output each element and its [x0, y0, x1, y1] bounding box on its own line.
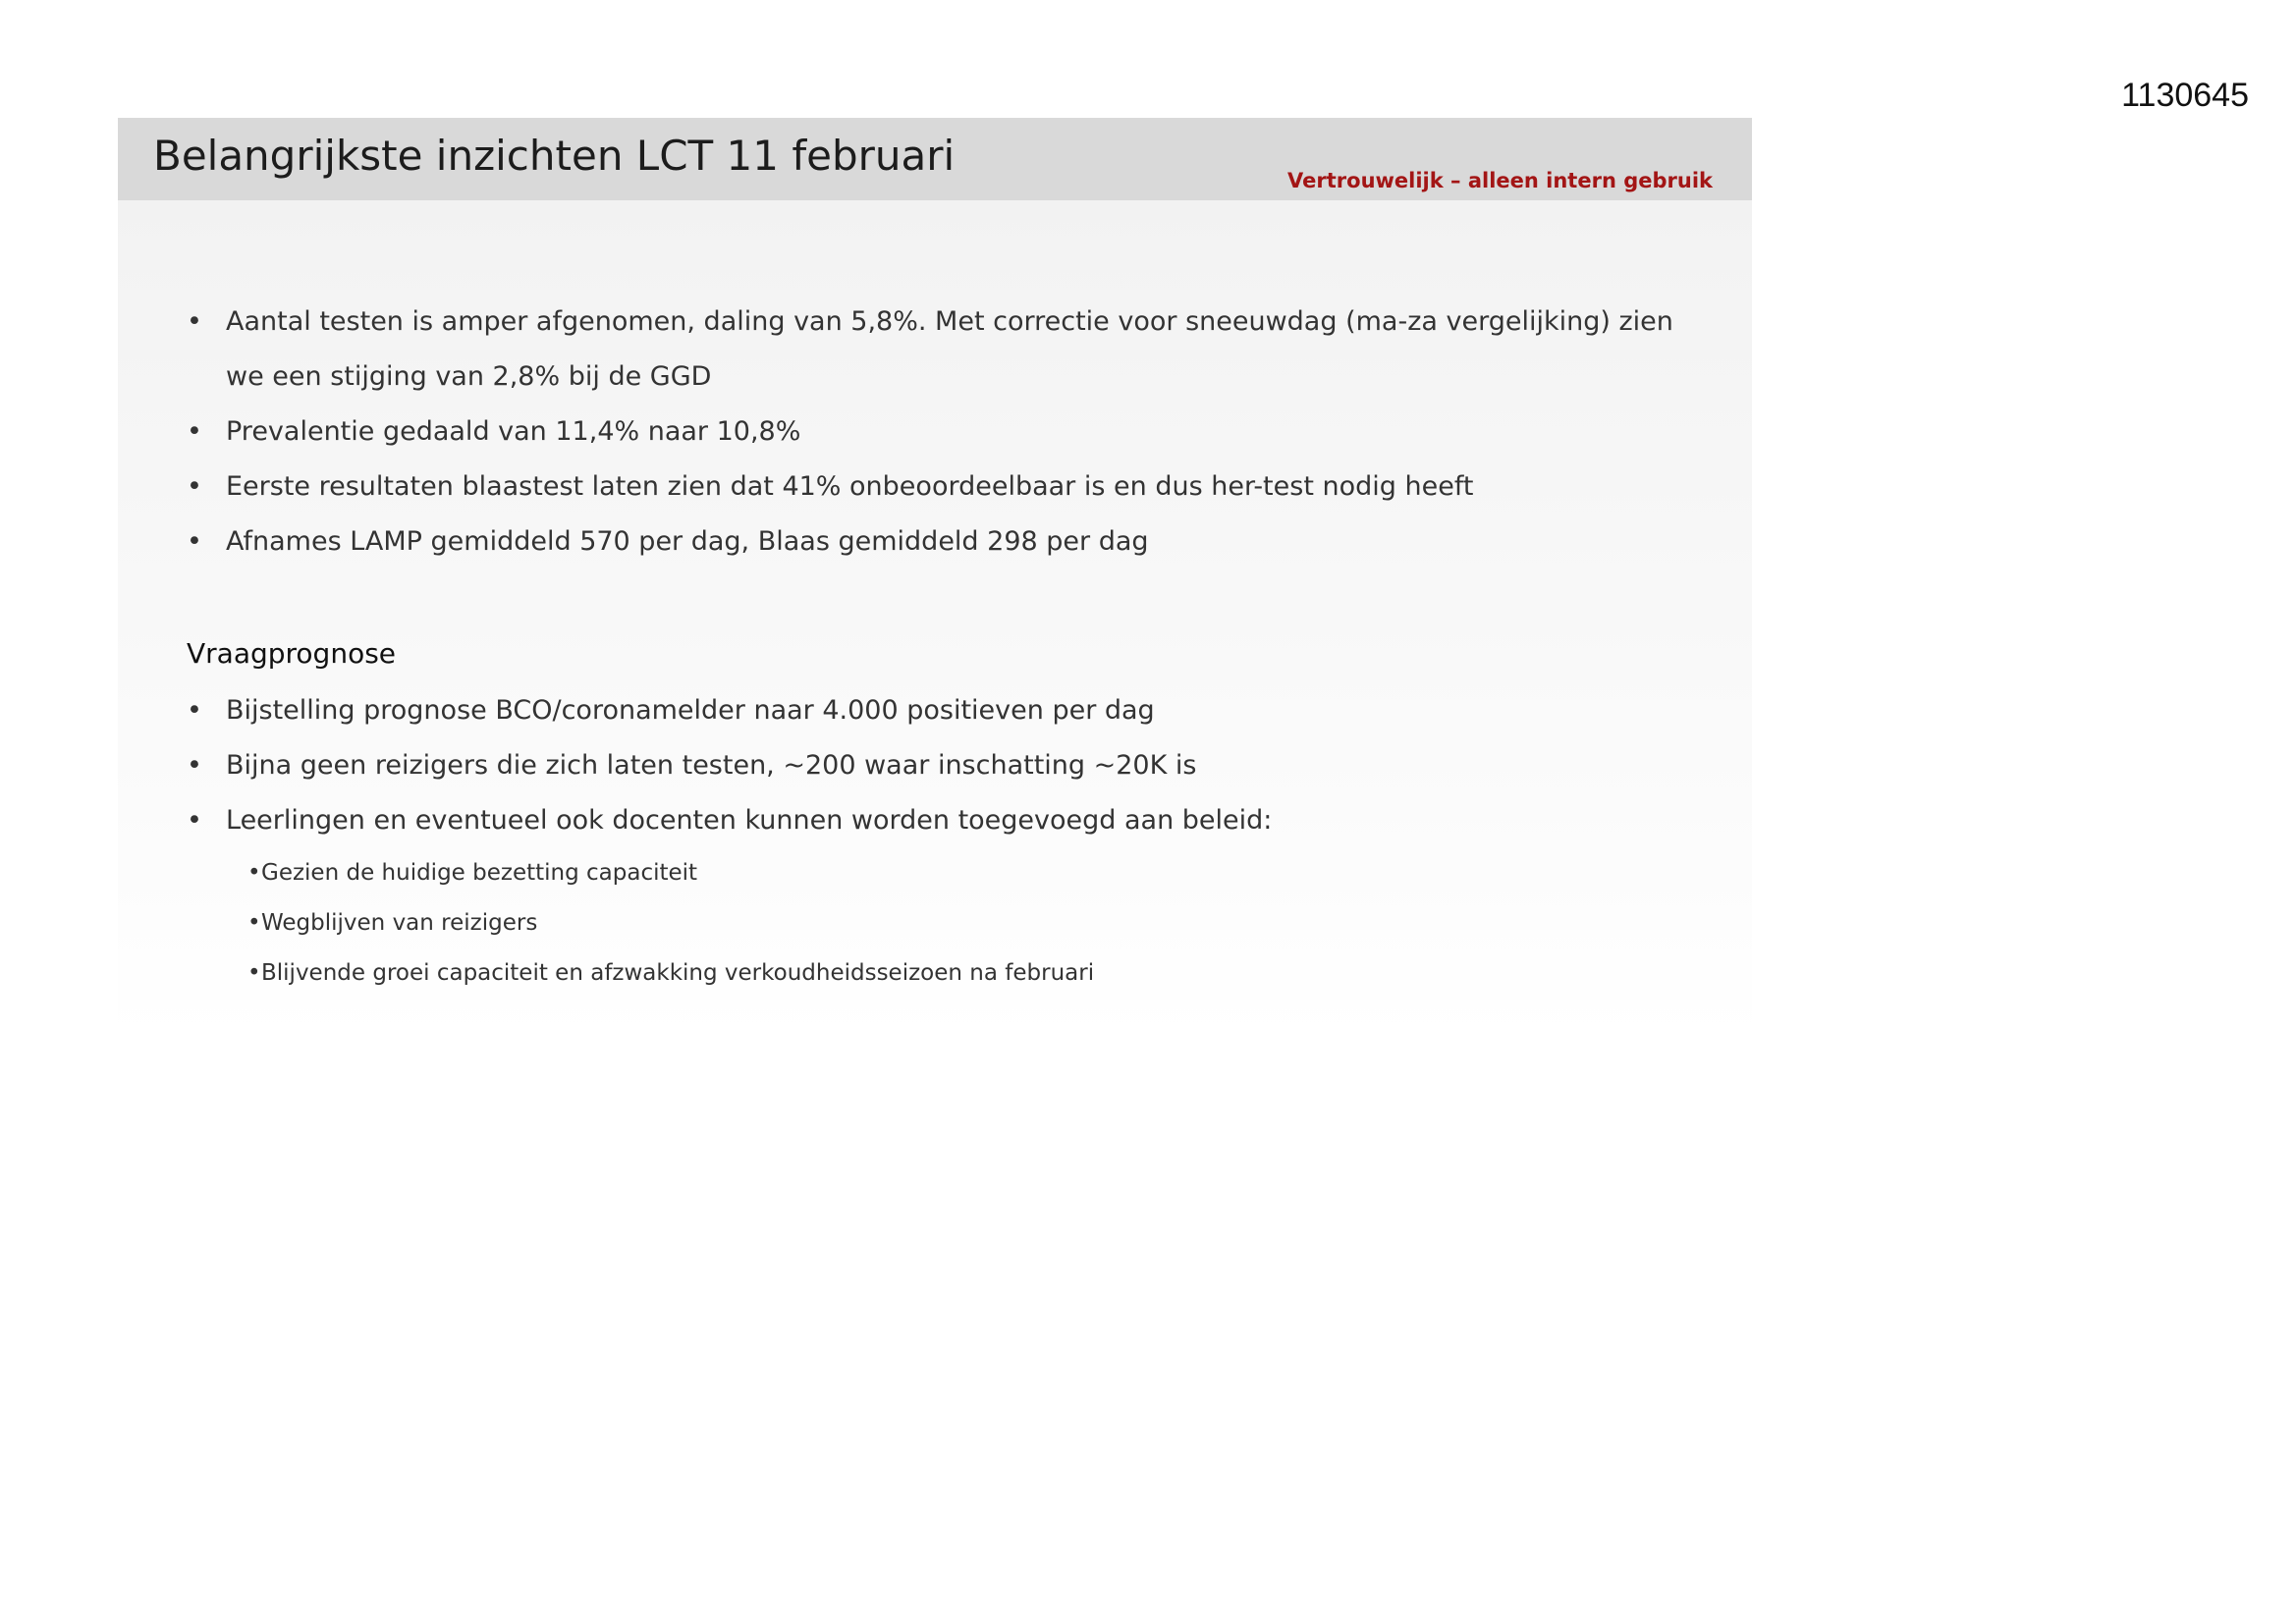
insights-list [187, 295, 1719, 569]
forecast-item: • Bijna geen reizigers die zich laten testen, ~200 waar inschatting ~20K is [187, 738, 1719, 793]
insight-item: • Prevalentie gedaald van 11,4% naar 10,8% [187, 405, 1719, 460]
forecast-sub-list [187, 848, 1719, 999]
forecast-sub-item: • Gezien de huidige bezetting capaciteit [247, 848, 1719, 898]
forecast-item: • Bijstelling prognose BCO/coronamelder naar 4.000 positieven per dag [187, 683, 1719, 738]
insight-item: • Afnames LAMP gemiddeld 570 per dag, Blaas gemiddeld 298 per dag [187, 514, 1719, 569]
forecast-heading: Vraagprognose [187, 637, 397, 670]
slide-title: Belangrijkste inzichten LCT 11 februari [153, 132, 956, 180]
slide-header [118, 118, 1752, 200]
confidential-label: Vertrouwelijk – alleen intern gebruik [1287, 169, 1713, 192]
document-id: 1130645 [2121, 77, 2249, 114]
forecast-item: • Leerlingen en eventueel ook docenten kunnen worden toegevoegd aan beleid: [187, 793, 1719, 848]
forecast-sub-item: • Blijvende groei capaciteit en afzwakking verkoudheidsseizoen na februari [247, 948, 1719, 999]
insight-item: • Eerste resultaten blaastest laten zien dat 41% onbeoordeelbaar is en dus her-test nodig heeft [187, 460, 1719, 514]
slide-content [187, 295, 1719, 999]
slide [118, 118, 1752, 1039]
forecast-sub-item: • Wegblijven van reizigers [247, 898, 1719, 948]
insight-item: • Aantal testen is amper afgenomen, daling van 5,8%. Met correctie voor sneeuwdag (ma-za vergelijking) zien we een stijging van 2,8% bij de GGD [187, 295, 1719, 405]
forecast-list [187, 683, 1719, 848]
